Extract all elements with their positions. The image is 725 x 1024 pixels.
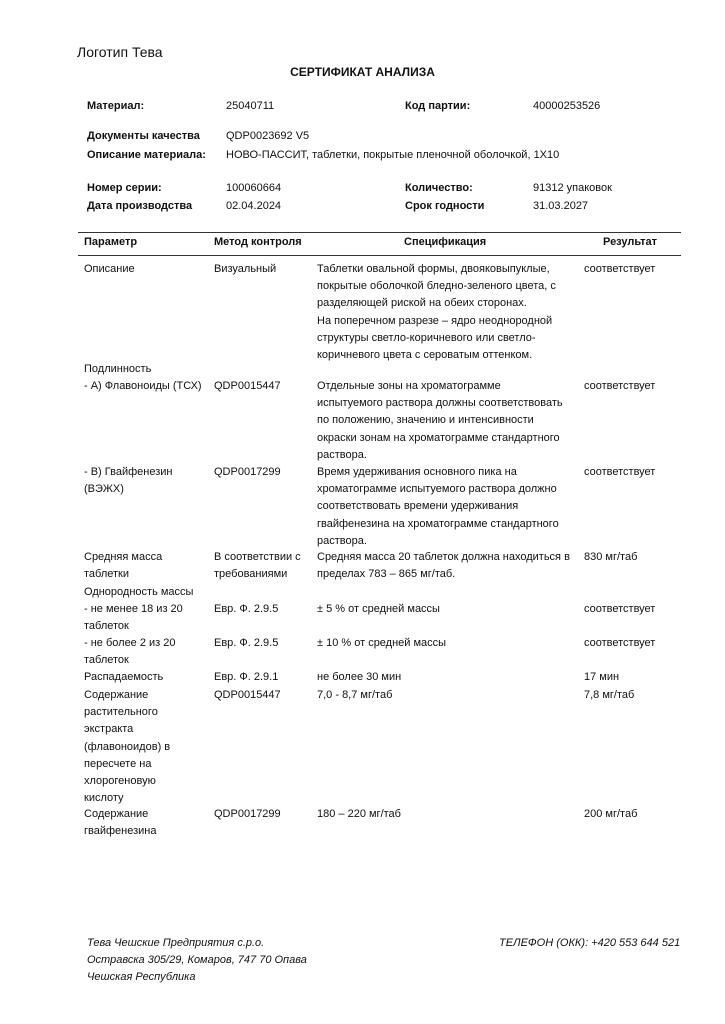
cell-line: хлорогеновую [84,775,156,788]
cell-result [584,549,637,566]
cell-line: (флавоноидов) в [84,740,171,753]
cell-line: окраски зонам на хроматограмме стандартного [317,431,560,444]
material-value: 25040711 [226,100,275,112]
cell-line: таблеток [84,654,129,667]
cell-line: соответствует [584,263,656,275]
footer-company: Тева Чешские Предприятия с.р.о. [87,937,265,949]
cell-line: пределах 783 – 865 мг/таб. [317,568,456,581]
cell-line: Евр. Ф. 2.9.5 [214,637,279,649]
cell-parameter [84,361,151,378]
description-label: Описание материала: [87,149,206,161]
cell-line: 7,8 мг/таб [584,689,635,701]
cell-method [214,669,278,686]
cell-line: кислоту [84,792,124,805]
header-result: Результат [603,236,658,248]
cell-line: пересчете на [84,757,152,770]
cell-line: - не более 2 из 20 [84,637,176,649]
cell-method [214,635,278,652]
cell-parameter [84,601,183,635]
cell-line: раствора. [317,534,367,547]
cell-line: 7,0 - 8,7 мг/таб [317,689,393,701]
cell-line: по положению, значению и интенсивности [317,414,534,427]
cell-line: требованиями [214,568,288,581]
cell-line: QDP0015447 [214,380,281,392]
cell-specification [317,669,401,686]
document-title: СЕРТИФИКАТ АНАЛИЗА [290,65,435,79]
cell-line: раствора. [317,448,367,461]
cell-parameter [84,687,170,807]
cell-parameter [84,806,157,840]
expiry-label: Срок годности [405,200,485,212]
cell-line: Визуальный [214,263,277,275]
cell-line: таблетки [84,568,130,581]
cell-result [584,635,655,652]
cell-line: не более 30 мин [317,671,402,683]
cell-line: Отдельные зоны на хроматограмме [317,380,501,392]
cell-line: Содержание [84,689,149,701]
cell-result [584,601,655,618]
expiry-value: 31.03.2027 [533,200,589,212]
description-value: НОВО-ПАССИТ, таблетки, покрытые пленочной оболочкой, 1Х10 [226,149,560,161]
cell-line: соответствует [584,637,656,649]
cell-line: растительного [84,706,158,719]
cell-line: - не менее 18 из 20 [84,603,183,615]
header-parameter: Параметр [84,236,138,248]
cell-line: соответствует [584,380,656,392]
cell-line: QDP0017299 [214,808,281,820]
cell-parameter [84,669,163,686]
cell-parameter [84,261,135,278]
cell-line: Содержание [84,808,149,820]
cell-result [584,806,637,823]
footer-country: Чешская Республика [87,971,196,983]
batch-code-value: 40000253526 [533,100,601,112]
cell-result [584,378,655,395]
cell-line: На поперечном разрезе – ядро неоднородной [317,314,553,327]
cell-line: таблеток [84,620,129,633]
cell-line: ± 10 % от средней массы [317,637,447,649]
cell-line: гвайфенезина на хроматограмме стандартного [317,517,559,530]
quality-docs-label: Документы качества [87,130,200,142]
cell-line: 830 мг/таб [584,551,638,563]
cell-line: (ВЭЖХ) [84,483,124,496]
cell-line: Описание [84,263,135,275]
cell-line: разделяющей риской на обеих сторонах. [317,297,527,310]
cell-method [214,261,276,278]
cell-line: Время удерживания основного пика на [317,466,517,478]
cell-specification [317,687,392,704]
cell-line: соответствовать времени удерживания [317,500,519,513]
table-top-rule [78,232,681,233]
cell-line: 180 – 220 мг/таб [317,808,401,820]
quantity-label: Количество: [405,182,473,194]
cell-result [584,687,634,704]
cell-specification [317,806,401,823]
cell-specification [317,464,559,550]
cell-line: 17 мин [584,671,620,683]
cell-line: Распадаемость [84,671,164,683]
cell-specification [317,549,570,583]
cell-line: соответствует [584,466,656,478]
cell-line: - В) Гвайфенезин [84,466,173,478]
cell-parameter [84,584,193,601]
cell-parameter [84,635,176,669]
cell-specification [317,635,446,652]
cell-line: QDP0015447 [214,689,281,701]
cell-line: ± 5 % от средней массы [317,603,440,615]
cell-line: В соответствии с [214,551,301,563]
cell-line: Таблетки овальной формы, двояковыпуклые, [317,263,550,275]
footer-address: Остравска 305/29, Комаров, 747 70 Опава [87,954,307,966]
cell-specification [317,261,556,364]
cell-line: хроматограмме испытуемого раствора должно [317,483,557,496]
cell-line: гвайфенезина [84,825,157,838]
cell-parameter [84,464,172,498]
footer-phone: ТЕЛЕФОН (ОКК): +420 553 644 521 [499,937,681,949]
cell-method [214,601,278,618]
cell-specification [317,378,563,464]
cell-line: - А) Флавоноиды (ТСХ) [84,380,202,392]
cell-line: Евр. Ф. 2.9.1 [214,671,279,683]
cell-line: коричневого цвета с сероватым оттенком. [317,349,533,362]
cell-specification [317,601,440,618]
quantity-value: 91312 упаковок [533,182,612,194]
header-specification: Спецификация [404,236,487,248]
series-value: 100060664 [226,182,282,194]
cell-line: экстракта [84,723,134,736]
cell-line: Евр. Ф. 2.9.5 [214,603,279,615]
production-date-value: 02.04.2024 [226,200,282,212]
cell-line: Средняя масса 20 таблеток должна находиться в [317,551,570,563]
cell-line: Подлинность [84,363,152,375]
cell-line: структуры светло-коричневого или светло- [317,331,536,344]
cell-line: Однородность массы [84,586,194,598]
cell-line: Средняя масса [84,551,163,563]
production-date-label: Дата производства [87,200,193,212]
cell-method [214,464,281,481]
cell-result [584,464,655,481]
cell-method [214,806,281,823]
cell-line: испытуемого раствора должны соответствовать [317,397,563,410]
table-header-rule [78,255,681,256]
cell-line: соответствует [584,603,656,615]
cell-line: 200 мг/таб [584,808,638,820]
series-label: Номер серии: [87,182,162,194]
cell-parameter [84,549,162,583]
cell-method [214,549,301,583]
cell-result [584,261,655,278]
company-logo-text: Логотип Тева [77,44,163,60]
quality-docs-value: QDP0023692 V5 [226,130,310,142]
cell-result [584,669,619,686]
cell-line: покрытые оболочкой бледно-зеленого цвета, с [317,280,556,293]
cell-method [214,378,281,395]
cell-method [214,687,281,704]
cell-line: QDP0017299 [214,466,281,478]
header-method: Метод контроля [214,236,302,248]
cell-parameter [84,378,202,395]
batch-code-label: Код партии: [405,100,471,112]
material-label: Материал: [87,100,145,112]
